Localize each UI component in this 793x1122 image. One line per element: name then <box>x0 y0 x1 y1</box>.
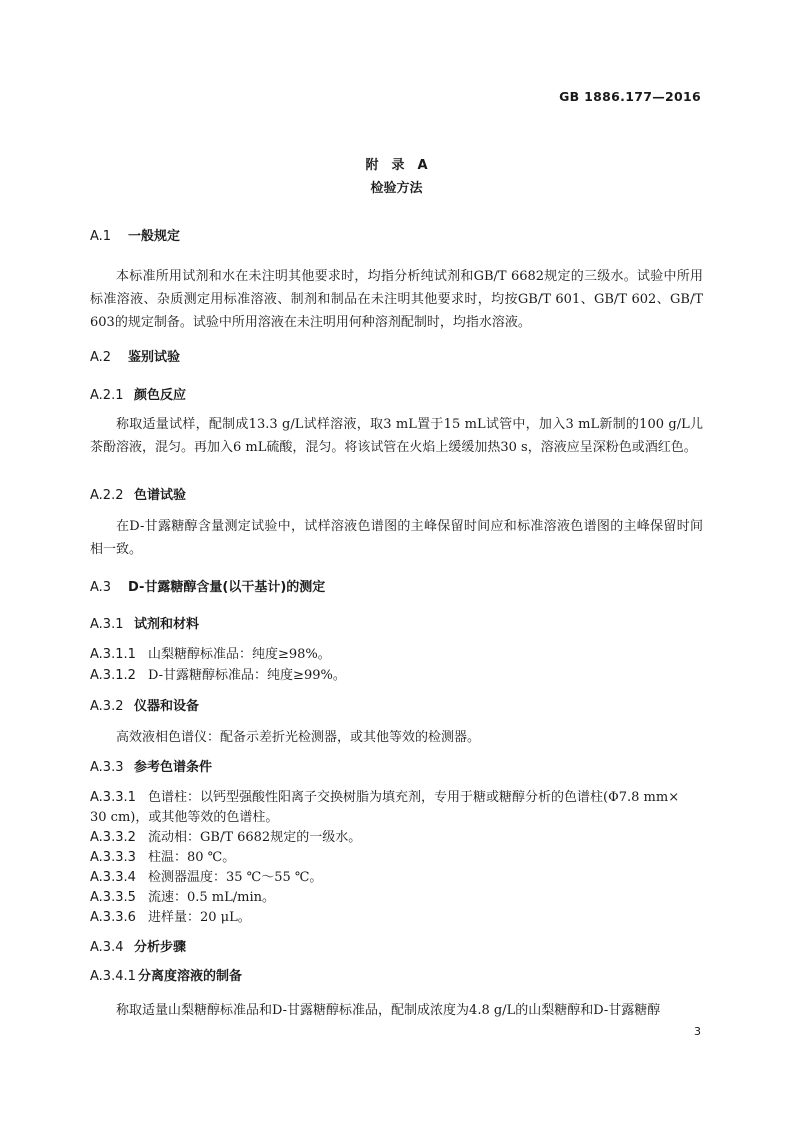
standard-number: GB 1886.177—2016 <box>559 89 701 104</box>
section-number: A.3.3 <box>90 760 124 775</box>
paragraph-a32: 高效液相色谱仪：配备示差折光检测器，或其他等效的检测器。 <box>116 730 481 745</box>
section-title: 分离度溶液的制备 <box>138 969 243 984</box>
appendix-label: 附 录 A <box>365 158 428 173</box>
paragraph-a1: 本标准所用试剂和水在未注明其他要求时，均指分析纯试剂和GB/T 6682规定的三级水。试验中所用标准溶液、杂质测定用标准溶液、制剂和制品在未注明其他要求时，均按GB/T 601、GB/T 602、GB/T 603的规定制备。试验中所用溶液在未注明用何种溶剂配制时，均指水溶液。 <box>90 269 703 330</box>
section-heading-a31 <box>90 615 199 635</box>
section-heading-a2 <box>90 348 180 368</box>
list-item <box>90 788 679 808</box>
section-title: 仪器和设备 <box>134 699 200 714</box>
section-title: 颜色反应 <box>134 388 187 403</box>
section-title: 分析步骤 <box>134 940 187 955</box>
section-heading-a22 <box>90 486 186 506</box>
item-text: D-甘露糖醇标准品：纯度≥99%。 <box>148 668 346 683</box>
item-text: 流速：0.5 mL/min。 <box>148 890 276 905</box>
list-item <box>90 888 275 908</box>
item-text: 柱温：80 ℃。 <box>148 850 236 865</box>
section-heading-a341 <box>90 967 242 987</box>
item-number: A.3.1.1 <box>90 647 136 662</box>
section-heading-a32 <box>90 697 199 717</box>
section-number: A.3.2 <box>90 699 124 714</box>
list-item <box>90 666 346 686</box>
appendix-title: 检验方法 <box>370 181 423 196</box>
item-number: A.3.3.5 <box>90 890 136 905</box>
item-text: 流动相：GB/T 6682规定的一级水。 <box>148 830 362 845</box>
list-item-continuation: 30 cm)，或其他等效的色谱柱。 <box>90 810 279 825</box>
item-text: 色谱柱：以钙型强酸性阳离子交换树脂为填充剂，专用于糖或糖醇分析的色谱柱(Φ7.8 mm× <box>148 790 680 805</box>
page-number: 3 <box>694 1025 701 1038</box>
list-item <box>90 868 322 888</box>
section-title: 试剂和材料 <box>134 617 200 632</box>
item-text: 山梨糖醇标准品：纯度≥98%。 <box>148 647 331 662</box>
section-number: A.2.1 <box>90 388 124 403</box>
section-heading-a21 <box>90 386 186 406</box>
list-item <box>90 848 235 868</box>
section-title: 色谱试验 <box>134 488 187 503</box>
section-number: A.3.4 <box>90 940 124 955</box>
section-number: A.1 <box>90 229 112 244</box>
section-title: 参考色谱条件 <box>134 760 213 775</box>
list-item <box>90 908 251 928</box>
item-text: 进样量：20 μL。 <box>148 910 251 925</box>
section-heading-a3 <box>90 578 325 598</box>
section-title: 鉴别试验 <box>128 350 181 365</box>
item-text: 检测器温度：35 ℃～55 ℃。 <box>148 870 323 885</box>
paragraph-a21: 称取适量试样，配制成13.3 g/L试样溶液，取3 mL置于15 mL试管中，加入3 mL新制的100 g/L儿茶酚溶液，混匀。再加入6 mL硫酸，混匀。将该试管在火焰上缓缓加热30 s，溶液应呈深粉色或酒红色。 <box>90 417 703 455</box>
paragraph-a22: 在D-甘露糖醇含量测定试验中，试样溶液色谱图的主峰保留时间应和标准溶液色谱图的主峰保留时间相一致。 <box>90 519 703 557</box>
section-heading-a33 <box>90 758 212 778</box>
paragraph-a341: 称取适量山梨糖醇标准品和D-甘露糖醇标准品，配制成浓度为4.8 g/L的山梨糖醇和D-甘露糖醇 <box>116 1003 661 1018</box>
list-item <box>90 828 361 848</box>
item-number: A.3.3.6 <box>90 910 136 925</box>
item-number: A.3.1.2 <box>90 668 136 683</box>
item-number: A.3.3.3 <box>90 850 136 865</box>
section-number: A.2.2 <box>90 488 124 503</box>
section-number: A.2 <box>90 350 112 365</box>
section-number: A.3 <box>90 580 112 595</box>
list-item <box>90 645 331 665</box>
section-heading-a34 <box>90 938 186 958</box>
item-number: A.3.3.1 <box>90 790 136 805</box>
section-number: A.3.4.1 <box>90 969 136 984</box>
section-heading-a1 <box>90 227 180 247</box>
item-number: A.3.3.2 <box>90 830 136 845</box>
section-title: D-甘露糖醇含量(以干基计)的测定 <box>128 580 326 595</box>
item-number: A.3.3.4 <box>90 870 136 885</box>
section-number: A.3.1 <box>90 617 124 632</box>
section-title: 一般规定 <box>128 229 181 244</box>
